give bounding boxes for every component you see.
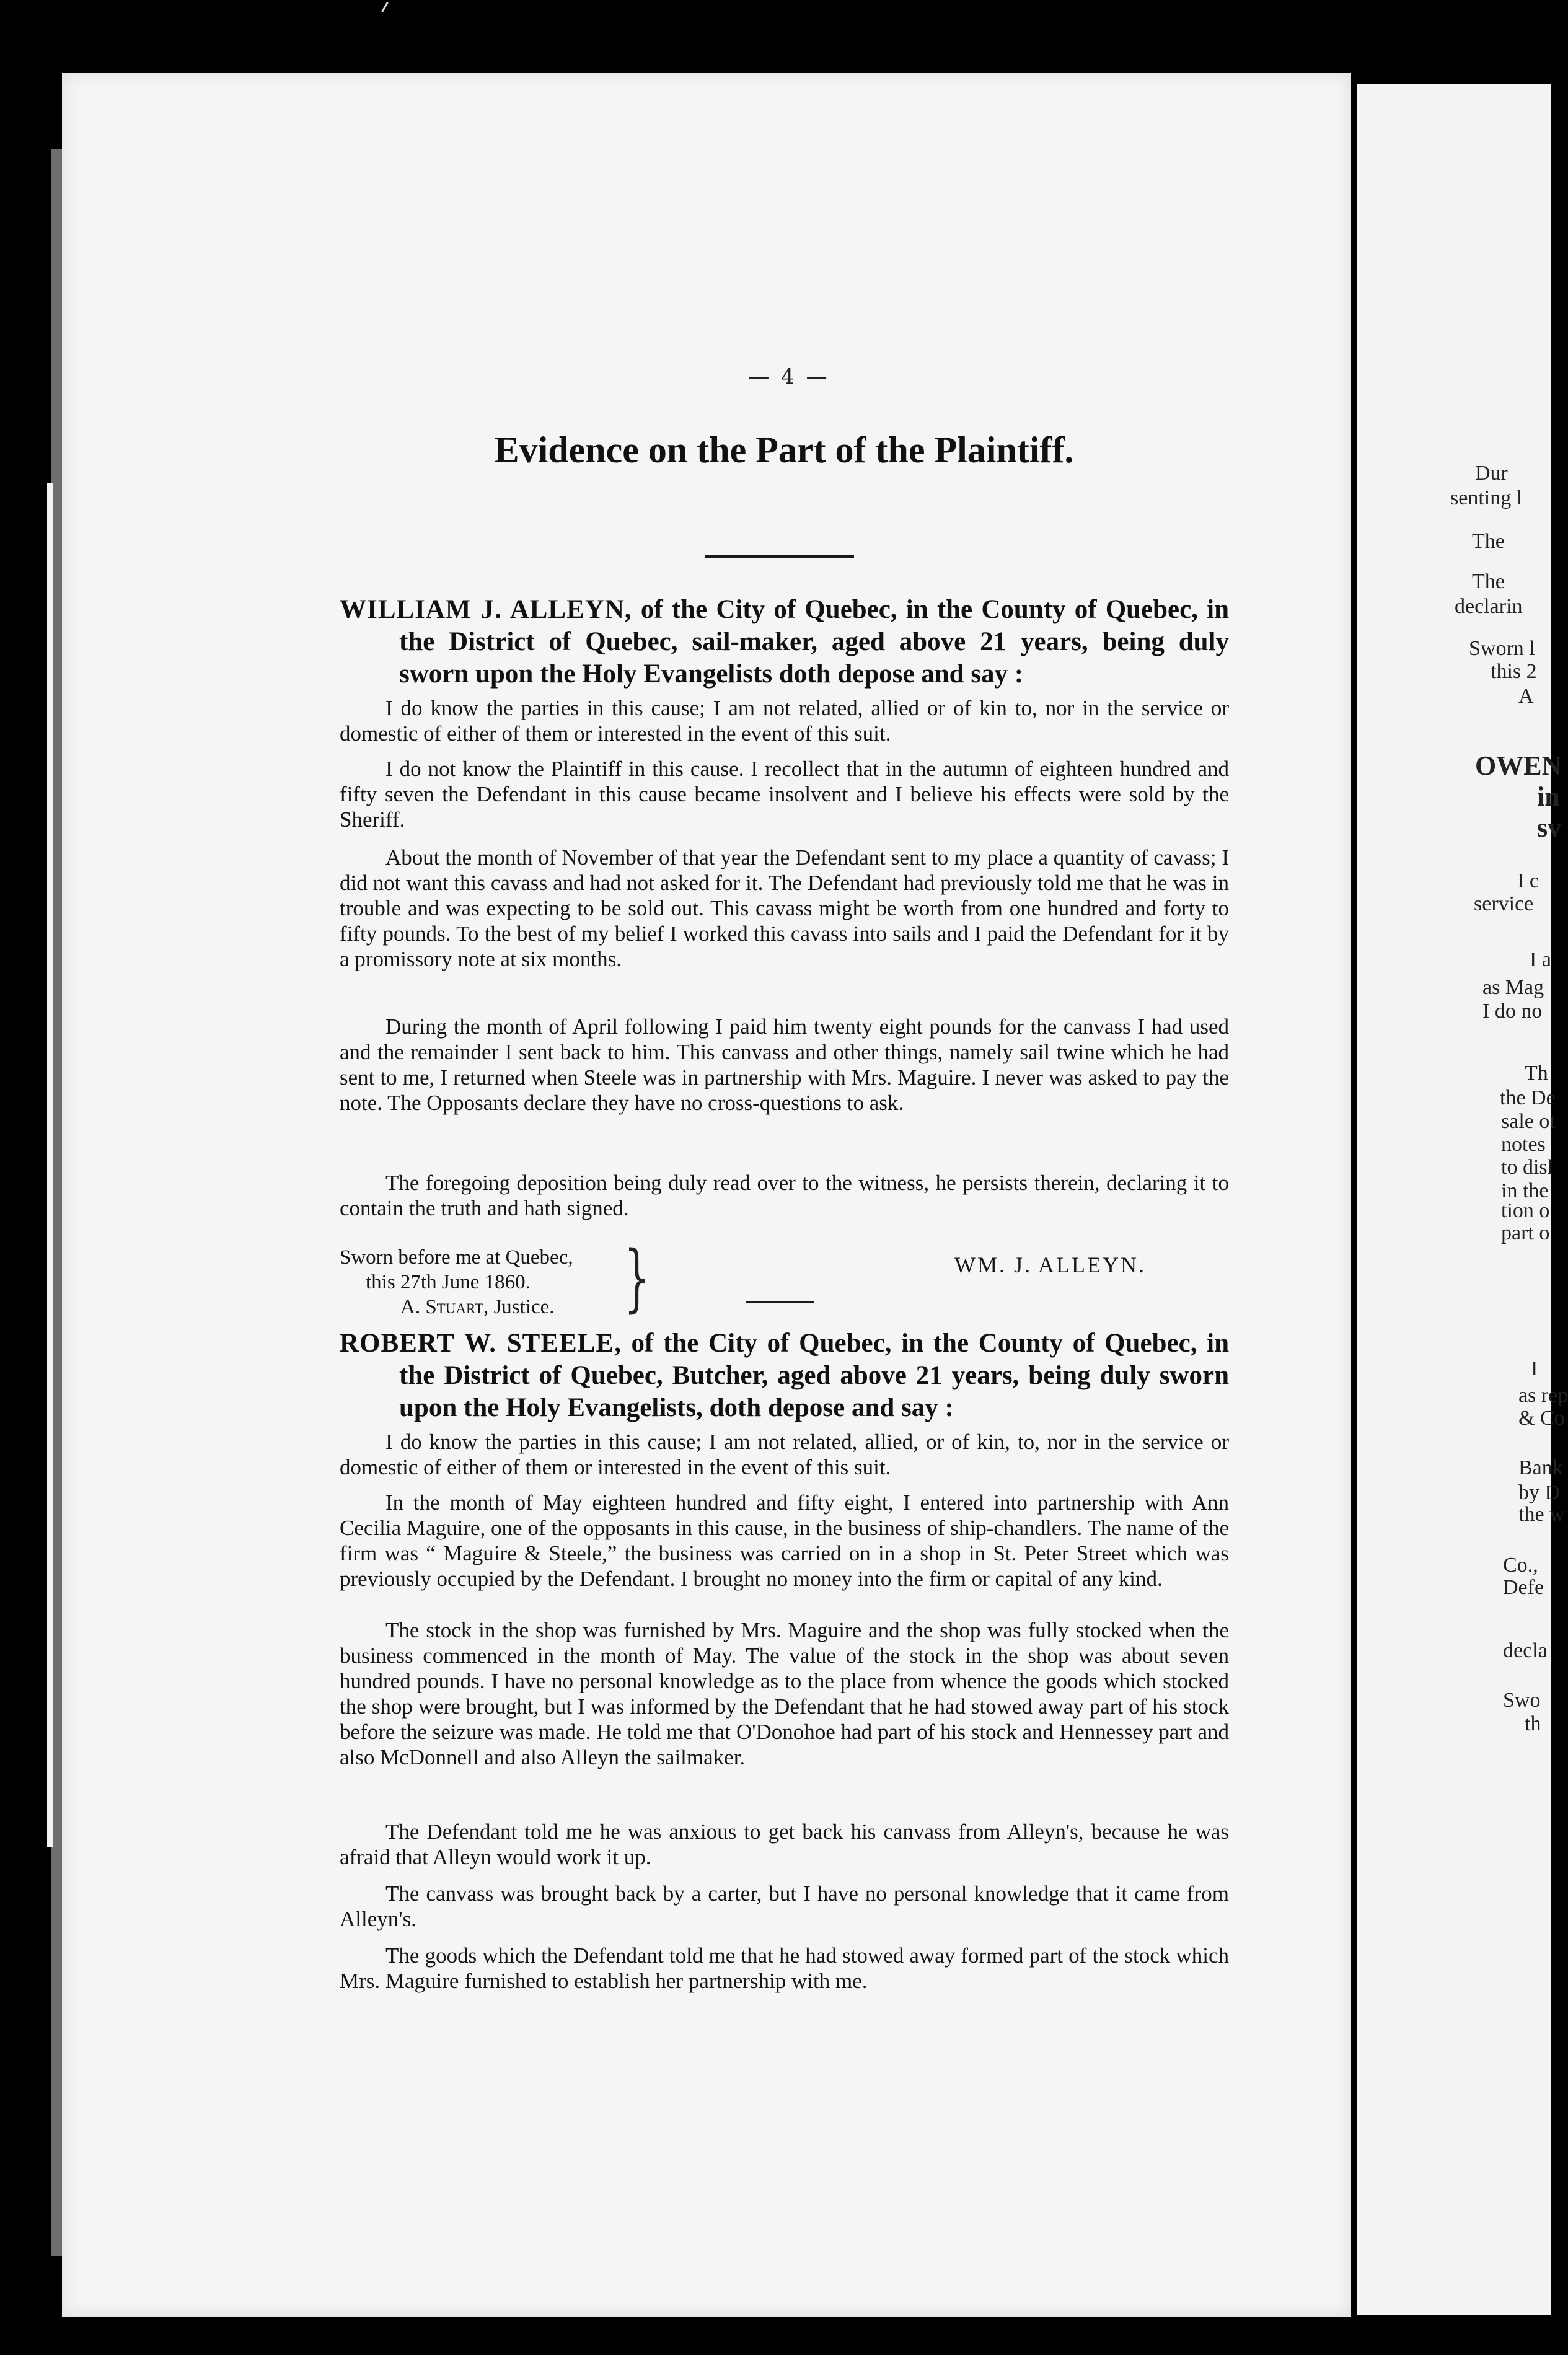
page-number: — 4 — [748, 364, 830, 389]
signature: WM. J. ALLEYN. [954, 1252, 1146, 1277]
deposition-2-paragraph: I do know the parties in this cause; I am not related, allied, or of kin, to, nor in the service or domestic of either of them or interested in the event of this suit. [340, 1430, 1229, 1479]
facing-fragment: Dur [1475, 462, 1508, 485]
deposition-1-paragraph: I do know the parties in this cause; I am not related, allied or of kin to, nor in the service or domestic of either of them or interested in the event of this suit. [340, 696, 1229, 746]
justice-name: A. Stuart, [400, 1296, 489, 1318]
deposition-1-paragraph: During the month of April following I paid him twenty eight pounds for the canvass I had used and the remainder I sent back to him. This canvass and other things, namely sail twine which he had sent to me, I returned when Steele was in partnership with Mrs. Maguire. I never was asked to pay the note. The Opposants declare they have no cross-questions to ask. [340, 1015, 1229, 1115]
facing-fragment: sale ot [1501, 1110, 1556, 1133]
facing-fragment: decla [1503, 1639, 1548, 1662]
deponent-description: of the City of Quebec, in the County of Quebec, in the District of Quebec, Butcher, aged above 21 years, being duly sworn upon the Holy Evangelists, doth depose and say : [399, 1329, 1230, 1422]
scan-mark [381, 2, 389, 12]
sworn-justice [340, 1295, 573, 1319]
facing-page [1351, 84, 1568, 2315]
facing-fragment: tion o [1501, 1199, 1550, 1222]
facing-fragment: notes [1501, 1133, 1546, 1156]
facing-fragment: Swo [1503, 1689, 1541, 1712]
sworn-statement [340, 1245, 573, 1319]
facing-fragment: & Co [1518, 1407, 1565, 1430]
facing-fragment: th [1525, 1712, 1541, 1735]
facing-fragment: The [1472, 530, 1505, 553]
facing-fragment: part o [1501, 1222, 1550, 1244]
section-rule [746, 1301, 814, 1303]
facing-fragment: The [1472, 570, 1505, 593]
deposition-2-paragraph: The Defendant told me he was anxious to get back his canvass from Alleyn's, because he was afraid that Alleyn would work it up. [340, 1820, 1229, 1869]
facing-fragment: sv [1537, 812, 1562, 843]
facing-fragment: declarin [1455, 595, 1523, 618]
facing-fragment: in the [1501, 1179, 1549, 1202]
deposition-2-paragraph: The canvass was brought back by a carter, but I have no personal knowledge that it came from Alleyn's. [340, 1882, 1229, 1931]
sworn-date: this 27th June 1860. [366, 1271, 531, 1293]
facing-fragment: the w [1518, 1503, 1565, 1526]
deposition-2-paragraph: The goods which the Defendant told me that he had stowed away formed part of the stock which Mrs. Maguire furnished to establish her partnership with me. [340, 1943, 1229, 1993]
page-edge-left-inner [47, 483, 53, 1847]
deposition-1-intro [340, 594, 1229, 690]
facing-fragment: I a [1530, 948, 1551, 971]
deposition-2-paragraph: In the month of May eighteen hundred and fifty eight, I entered into partnership with Ann Cecilia Maguire, one of the opposants in this cause, in the business of ship-chandlers. The name of the firm was “ Maguire & Steele,” the business was carried on in a shop in St. Peter Street which was previously occupied by the Defendant. I brought no money into the firm or capital of any kind. [340, 1490, 1229, 1591]
justice-title: Justice. [488, 1296, 555, 1318]
deposition-2-intro [340, 1327, 1229, 1424]
facing-fragment: senting l [1450, 486, 1523, 509]
heading-rule [705, 555, 854, 558]
facing-fragment: Bank [1518, 1456, 1563, 1479]
facing-fragment: Co., [1503, 1554, 1538, 1577]
facing-fragment: I [1531, 1357, 1538, 1380]
facing-fragment: OWEN [1475, 751, 1562, 781]
deponent-name: ROBERT W. STEELE, [340, 1329, 622, 1358]
facing-fragment: Defe [1503, 1576, 1544, 1599]
facing-fragment: Sworn l [1469, 637, 1535, 660]
page-heading: Evidence on the Part of the Plaintiff. [494, 429, 1074, 470]
facing-fragment: I do no [1482, 1000, 1543, 1023]
deponent-description: of the City of Quebec, in the County of Quebec, in the District of Quebec, sail-maker, aged above 21 years, being duly sworn upon the Holy Evangelists doth depose and say : [399, 595, 1230, 689]
facing-fragment: by D [1518, 1481, 1561, 1504]
facing-fragment: I c [1517, 869, 1539, 892]
deposition-1-paragraph: About the month of November of that year the Defendant sent to my place a quantity of cavass; I did not want this cavass and had not asked for it. The Defendant had previously told me that he was in trouble and was expecting to be sold out. This cavass might be worth from one hundred and forty to fifty pounds. To the best of my belief I worked this cavass into sails and I paid the Defendant for it by a promissory note at six months. [340, 845, 1229, 971]
facing-fragment: service [1474, 892, 1534, 915]
deposition-1-paragraph: The foregoing deposition being duly read over to the witness, he persists therein, declaring it to contain the truth and hath signed. [340, 1171, 1229, 1220]
deposition-1-paragraph: I do not know the Plaintiff in this cause. I recollect that in the autumn of eighteen hundred and fifty seven the Defendant in this cause became insolvent and I believe his effects were sold by the Sheriff. [340, 757, 1229, 832]
brace-mark: } [623, 1235, 650, 1320]
deposition-2-paragraph: The stock in the shop was furnished by Mrs. Maguire and the shop was fully stocked when the business commenced in the month of May. The value of the stock in the shop was about seven hundred pounds. I have no personal knowledge as to the place from whence the goods which stocked the shop were brought, but I was informed by the Defendant that he had stowed away part of his stock before the seizure was made. He told me that O'Donohoe had part of his stock and Hennessey part and also McDonnell and also Alleyn the sailmaker. [340, 1618, 1229, 1769]
facing-fragment: this 2 [1491, 660, 1537, 683]
deponent-name: WILLIAM J. ALLEYN, [340, 595, 632, 624]
facing-fragment: Th [1525, 1062, 1548, 1085]
sworn-line: Sworn before me at Quebec, [340, 1246, 573, 1269]
facing-fragment: A [1518, 685, 1534, 708]
facing-fragment: to disl [1501, 1156, 1554, 1179]
facing-fragment: in [1537, 781, 1560, 812]
facing-fragment: the De [1500, 1086, 1556, 1109]
facing-fragment: as rep [1518, 1384, 1568, 1407]
facing-fragment: as Mag [1482, 976, 1544, 999]
